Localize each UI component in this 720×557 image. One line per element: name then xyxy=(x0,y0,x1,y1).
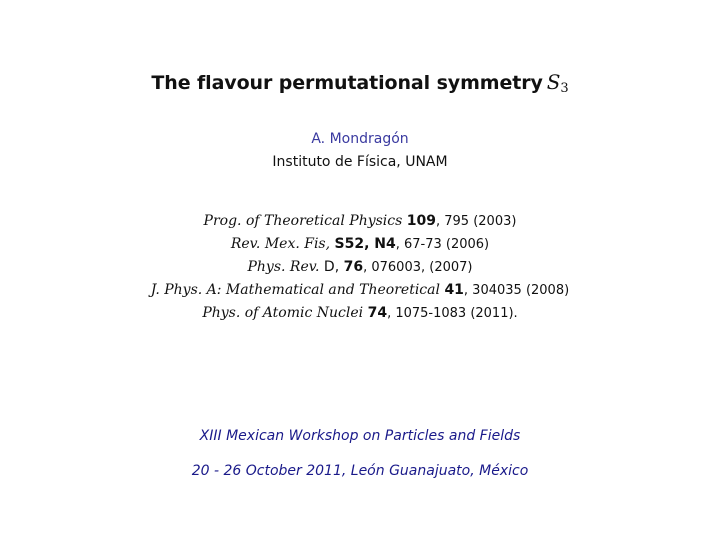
workshop-name: XIII Mexican Workshop on Particles and Fields xyxy=(199,428,521,444)
title-text: The flavour permutational symmetry xyxy=(151,72,543,94)
workshop-dates-location: 20 - 26 October 2011, León Guanajuato, México xyxy=(191,463,529,479)
reference-volume-prefix: D, xyxy=(323,259,340,275)
math-symbol-subscript: 3 xyxy=(560,81,569,96)
reference-volume: 76 xyxy=(343,259,364,275)
institute-name: Instituto de Física, UNAM xyxy=(272,154,448,170)
reference-volume: 41 xyxy=(444,282,464,298)
reference-item xyxy=(0,279,720,302)
reference-item xyxy=(0,210,720,233)
reference-journal: Prog. of Theoretical Physics xyxy=(203,213,403,229)
reference-list xyxy=(0,210,720,325)
reference-item xyxy=(0,233,720,256)
reference-volume: 109 xyxy=(406,213,436,229)
reference-pages: , 304035 (2008) xyxy=(463,283,570,298)
title-math-symbol xyxy=(547,70,569,94)
reference-journal: Phys. Rev. xyxy=(247,259,320,275)
reference-journal: Rev. Mex. Fis, xyxy=(230,236,331,252)
reference-pages: , 076003, (2007) xyxy=(363,260,473,275)
reference-volume: S52, N4 xyxy=(334,236,396,252)
reference-journal: J. Phys. A: Mathematical and Theoretical xyxy=(150,282,440,298)
slide-title xyxy=(0,70,720,96)
reference-pages: , 67-73 (2006) xyxy=(395,237,490,252)
reference-item xyxy=(0,256,720,279)
reference-pages: , 1075-1083 (2011). xyxy=(387,306,518,321)
reference-volume: 74 xyxy=(367,305,388,321)
math-symbol-letter: S xyxy=(546,70,561,94)
reference-pages: , 795 (2003) xyxy=(436,214,517,229)
author-name: A. Mondragón xyxy=(311,131,409,147)
reference-journal: Phys. of Atomic Nuclei xyxy=(202,305,364,321)
reference-item xyxy=(0,302,720,325)
